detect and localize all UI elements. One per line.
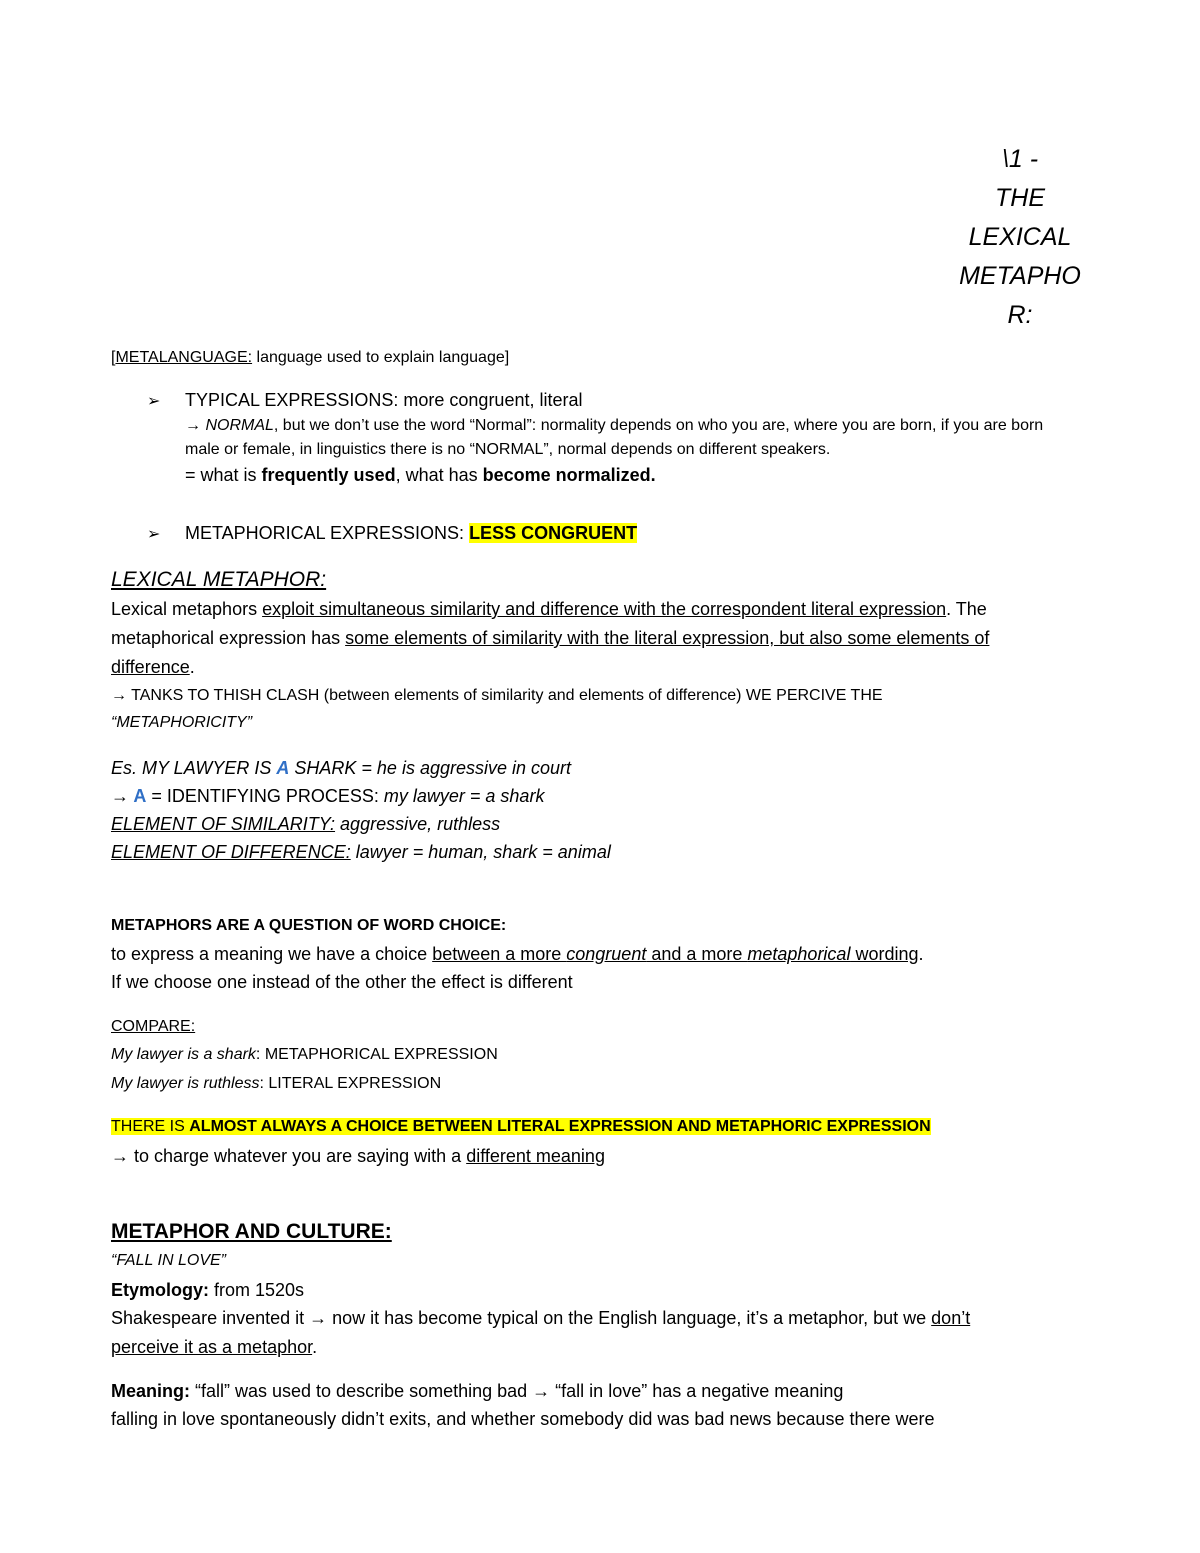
lexical-para-line-1: Lexical metaphors exploit simultaneous similarity and difference with the correspondent literal expression. The xyxy=(111,599,987,619)
frequently-used-line: = what is frequently used, what has become normalized. xyxy=(185,465,656,485)
metaphoricity-line: “METAPHORICITY” xyxy=(111,714,253,731)
less-congruent-highlight: LESS CONGRUENT xyxy=(469,523,638,543)
normal-line-1: → NORMAL, but we don’t use the word “Normal”: normality depends on who you are, where you are born, if you are born xyxy=(185,417,1044,434)
metalanguage-note: [METALANGUAGE: language used to explain language] xyxy=(111,349,510,366)
metalanguage-term: METALANGUAGE: xyxy=(115,349,253,366)
example-line: Es. MY LAWYER IS A SHARK = he is aggressive in court xyxy=(111,758,572,778)
title-line-1: \1 - xyxy=(1001,145,1039,173)
word-choice-line-2: If we choose one instead of the other the effect is different xyxy=(111,972,573,992)
shakespeare-line-2: perceive it as a metaphor. xyxy=(111,1337,318,1357)
title-line-3: LEXICAL xyxy=(968,223,1072,251)
shakespeare-line-1: Shakespeare invented it → now it has become typical on the English language, it’s a metaphor, but we don’t xyxy=(111,1308,971,1328)
bullet-metaphorical: ➢ METAPHORICAL EXPRESSIONS: LESS CONGRUENT xyxy=(147,523,638,543)
page-title xyxy=(940,140,1100,335)
meaning-line-2: falling in love spontaneously didn’t exits, and whether somebody did was bad news because there were xyxy=(111,1409,935,1429)
lexical-para-line-3: difference. xyxy=(111,657,195,677)
etymology-line: Etymology: from 1520s xyxy=(111,1280,305,1300)
compare-label: COMPARE: xyxy=(111,1018,196,1035)
compare-line-1: My lawyer is a shark: METAPHORICAL EXPRESSION xyxy=(111,1046,498,1063)
word-choice-heading: METAPHORS ARE A QUESTION OF WORD CHOICE: xyxy=(111,917,507,934)
fall-in-love-quote: “FALL IN LOVE” xyxy=(111,1252,226,1269)
lexical-metaphor-heading: LEXICAL METAPHOR: xyxy=(111,568,327,591)
charge-meaning-line: → to charge whatever you are saying with a different meaning xyxy=(111,1146,605,1166)
title-line-4: METAPHO xyxy=(959,262,1081,290)
title-line-2: THE xyxy=(995,184,1045,212)
bullet-typical: ➢ TYPICAL EXPRESSIONS: more congruent, literal xyxy=(147,390,583,410)
choice-highlight: THERE IS ALMOST ALWAYS A CHOICE BETWEEN LITERAL EXPRESSION AND METAPHORIC EXPRESSION xyxy=(111,1118,931,1135)
lexical-para-line-2: metaphorical expression has some elements of similarity with the literal expression, but also some elements of xyxy=(111,628,990,648)
normal-line-2: male or female, in linguistics there is no “NORMAL”, normal depends on different speakers. xyxy=(185,441,831,458)
identifying-process-line: → A = IDENTIFYING PROCESS: my lawyer = a shark xyxy=(111,786,545,806)
arrowhead-bullet-icon: ➢ xyxy=(147,526,161,543)
compare-line-2: My lawyer is ruthless: LITERAL EXPRESSION xyxy=(111,1075,442,1092)
metaphor-culture-heading: METAPHOR AND CULTURE: xyxy=(111,1220,392,1243)
arrowhead-bullet-icon: ➢ xyxy=(147,393,161,410)
meaning-line: Meaning: “fall” was used to describe something bad → “fall in love” has a negative meaning xyxy=(111,1381,844,1401)
similarity-line: ELEMENT OF SIMILARITY: aggressive, ruthless xyxy=(111,814,501,834)
title-line-5: R: xyxy=(1007,301,1033,329)
difference-line: ELEMENT OF DIFFERENCE: lawyer = human, shark = animal xyxy=(111,842,611,862)
word-choice-line-1: to express a meaning we have a choice between a more congruent and a more metaphorical wording. xyxy=(111,944,924,964)
clash-line: → TANKS TO THISH CLASH (between elements of similarity and elements of difference) WE PERCIVE THE xyxy=(111,687,883,704)
